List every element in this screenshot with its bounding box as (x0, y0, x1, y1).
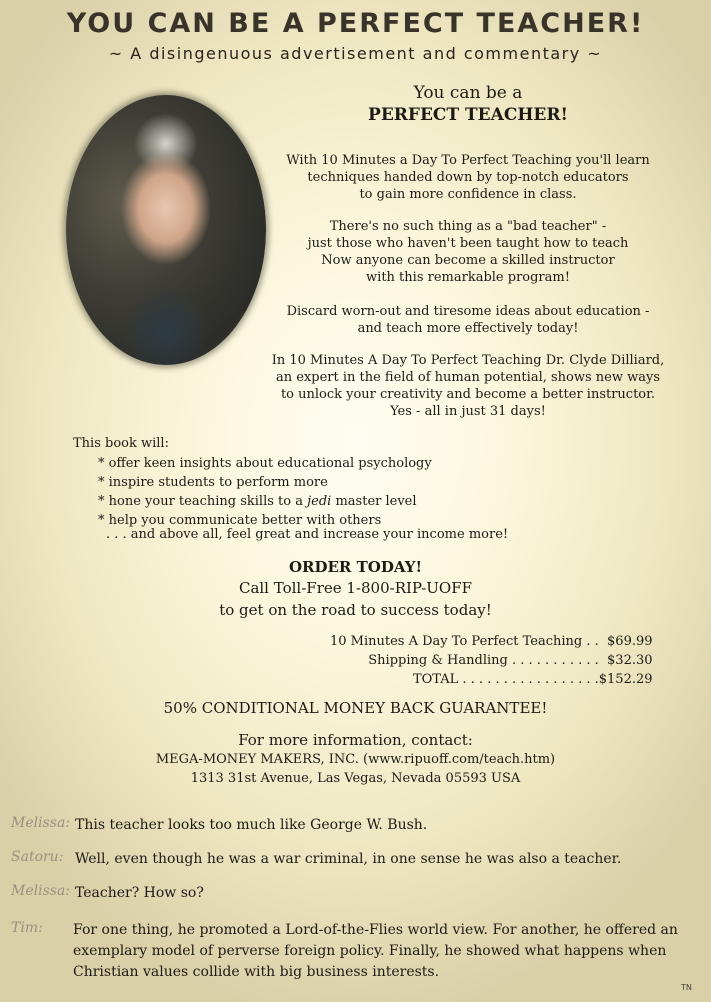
book-benefits-list (98, 454, 432, 530)
ad-line: Yes - all in just 31 days! (390, 404, 546, 419)
list-item (98, 473, 432, 492)
ad-line: In 10 Minutes A Day To Perfect Teaching Dr. Clyde Dilliard, (271, 353, 665, 368)
dialogue-text: Teacher? How so? (75, 885, 204, 901)
contact-title: For more information, contact: (238, 731, 473, 749)
dialogue-speaker: Melissa: (11, 815, 71, 831)
list-item-text: * offer keen insights about educational psychology (98, 456, 432, 471)
page-subtitle: ~ A disingenuous advertisement and commentary ~ (108, 44, 603, 63)
list-item (98, 454, 432, 473)
list-item (98, 492, 432, 511)
price-row (330, 670, 653, 689)
contact-company: MEGA-MONEY MAKERS, INC. (www.ripuoff.com/teach.htm) (155, 752, 556, 767)
order-phone: Call Toll-Free 1-800-RIP-UOFF (238, 579, 473, 597)
order-title: ORDER TODAY! (288, 558, 423, 576)
price-label: 10 Minutes A Day To Perfect Teaching . . (330, 634, 599, 649)
price-amount: $69.99 (607, 634, 653, 649)
dialogue-text: For one thing, he promoted a Lord-of-the-Flies world view. For another, he offered an exemplary model of perverse foreign policy. Finally, he showed what happens when Christian values collide with big business interests. (73, 922, 678, 980)
dialogue-text: Well, even though he was a war criminal, in one sense he was also a teacher. (75, 851, 622, 867)
ad-heading-line1: You can be a (413, 83, 523, 103)
ad-paragraph-1 (262, 152, 674, 203)
contact-address: 1313 31st Avenue, Las Vegas, Nevada 05593 USA (190, 771, 521, 786)
price-label: Shipping & Handling . . . . . . . . . . . (368, 653, 599, 668)
page-title: YOU CAN BE A PERFECT TEACHER! (66, 8, 645, 39)
ad-line: There's no such thing as a "bad teacher" - (329, 219, 607, 234)
ad-line: and teach more effectively today! (357, 321, 579, 336)
ad-line: to gain more confidence in class. (359, 187, 577, 202)
book-final-line: . . . and above all, feel great and increase your income more! (106, 527, 509, 542)
ad-paragraph-3 (262, 303, 674, 337)
dialogue-text: This teacher looks too much like George W. Bush. (75, 817, 428, 833)
ad-line: just those who haven't been taught how to teach (307, 236, 629, 251)
price-table (330, 632, 653, 689)
order-tagline: to get on the road to success today! (219, 601, 492, 619)
price-label: TOTAL . . . . . . . . . . . . . . . . . (412, 672, 599, 687)
ad-line: an expert in the field of human potential, shows new ways (275, 370, 661, 385)
footer-mark: TN (681, 983, 692, 992)
ad-heading-line2: PERFECT TEACHER! (368, 105, 568, 125)
price-row (330, 632, 653, 651)
list-item-emphasis: jedi (307, 494, 332, 509)
price-row (330, 651, 653, 670)
ad-line: with this remarkable program! (366, 270, 570, 285)
list-item-text-tail: master level (331, 494, 417, 509)
dialogue-speaker: Satoru: (11, 849, 64, 865)
teacher-portrait (66, 95, 266, 365)
dialogue-speaker: Melissa: (11, 883, 71, 899)
ad-paragraph-2 (262, 218, 674, 286)
ad-line: With 10 Minutes a Day To Perfect Teaching you'll learn (286, 153, 650, 168)
dialogue-speaker: Tim: (11, 920, 43, 936)
ad-line: techniques handed down by top-notch educators (307, 170, 629, 185)
guarantee-text: 50% CONDITIONAL MONEY BACK GUARANTEE! (163, 699, 548, 717)
book-intro: This book will: (73, 436, 169, 451)
list-item-text: * help you communicate better with others (98, 513, 382, 528)
price-amount: $32.30 (607, 653, 653, 668)
ad-paragraph-4 (262, 352, 674, 420)
ad-line: Now anyone can become a skilled instructor (321, 253, 615, 268)
ad-line: Discard worn-out and tiresome ideas about education - (286, 304, 650, 319)
ad-line: to unlock your creativity and become a better instructor. (280, 387, 656, 402)
list-item-text: * inspire students to perform more (98, 475, 328, 490)
price-amount: $152.29 (598, 672, 653, 687)
list-item-text: * hone your teaching skills to a (98, 494, 308, 509)
